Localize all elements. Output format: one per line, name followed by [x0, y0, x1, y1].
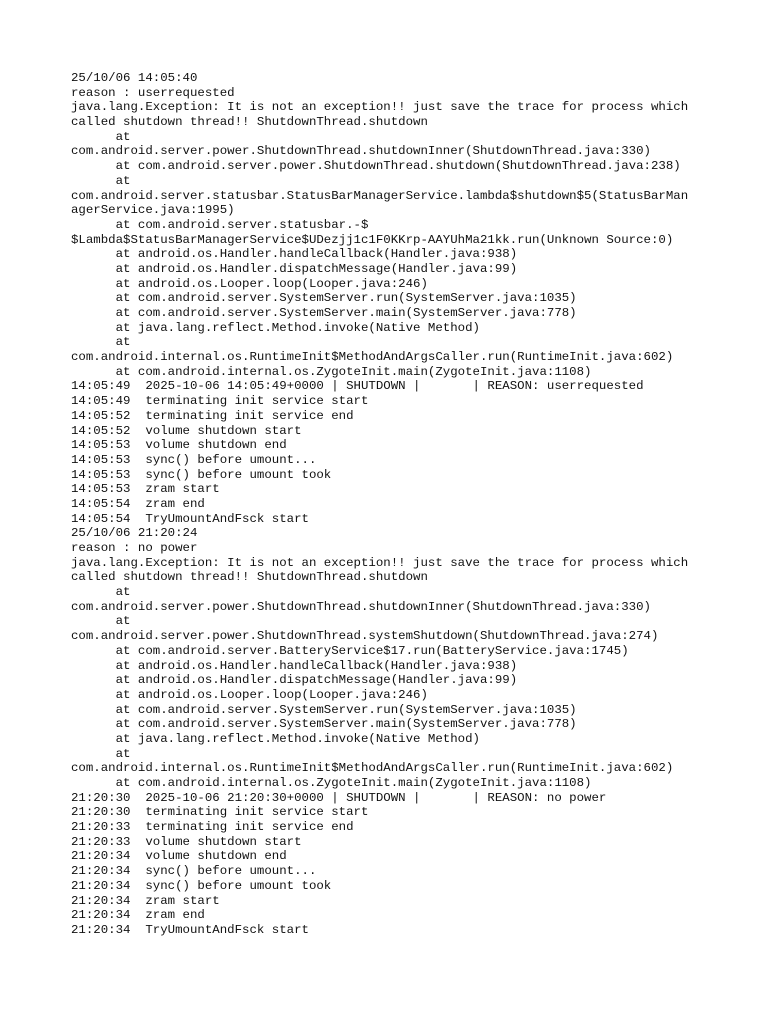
log-line: 21:20:34 TryUmountAndFsck start: [71, 922, 309, 937]
log-line: 25/10/06 14:05:40: [71, 71, 198, 85]
log-line: at android.os.Looper.loop(Looper.java:246): [71, 276, 428, 291]
log-line: 21:20:34 sync() before umount took: [71, 878, 332, 893]
log-line: 14:05:53 volume shutdown end: [71, 438, 287, 453]
log-line: at: [71, 614, 131, 629]
log-line: at android.os.Looper.loop(Looper.java:246): [71, 687, 428, 702]
log-line: com.android.internal.os.RuntimeInit$MethodAndArgsCaller.run(RuntimeInit.java:602): [71, 350, 674, 365]
log-line: com.android.internal.os.RuntimeInit$MethodAndArgsCaller.run(RuntimeInit.java:602): [71, 761, 674, 776]
log-line: 21:20:30 terminating init service start: [71, 805, 369, 820]
log-line: at com.android.server.SystemServer.run(SystemServer.java:1035): [71, 702, 577, 717]
log-line: java.lang.Exception: It is not an exception!! just save the trace for process which: [71, 100, 689, 115]
log-line: com.android.server.power.ShutdownThread.systemShutdown(ShutdownThread.java:274): [71, 629, 659, 644]
log-line: java.lang.Exception: It is not an exception!! just save the trace for process which: [71, 555, 689, 570]
log-line: at com.android.server.power.ShutdownThread.shutdown(ShutdownThread.java:238): [71, 159, 681, 174]
log-line: at com.android.server.SystemServer.main(SystemServer.java:778): [71, 717, 577, 732]
log-line: 21:20:34 zram start: [71, 893, 220, 908]
log-line: at com.android.server.statusbar.-$: [71, 217, 369, 232]
log-line: com.android.server.statusbar.StatusBarManagerService.lambda$shutdown$5(StatusBarMan: [71, 188, 689, 203]
log-line: 14:05:49 terminating init service start: [71, 394, 369, 409]
log-line: 21:20:34 zram end: [71, 908, 205, 923]
log-line: at com.android.server.SystemServer.run(SystemServer.java:1035): [71, 291, 577, 306]
log-line: at com.android.server.SystemServer.main(SystemServer.java:778): [71, 306, 577, 320]
log-line: 14:05:53 zram start: [71, 482, 220, 497]
log-line: 21:20:33 volume shutdown start: [71, 834, 302, 849]
log-line: 14:05:49 2025-10-06 14:05:49+0000 | SHUTDOWN | | REASON: userrequested: [71, 379, 644, 394]
log-line: at: [71, 173, 131, 188]
log-line: at: [71, 129, 131, 144]
log-line: 21:20:30 2025-10-06 21:20:30+0000 | SHUTDOWN | | REASON: no power: [71, 790, 607, 805]
log-line: at: [71, 746, 131, 761]
log-line: called shutdown thread!! ShutdownThread.shutdown: [71, 570, 428, 585]
log-line: 14:05:53 sync() before umount...: [71, 452, 317, 467]
log-text: [71, 71, 711, 938]
log-line: at: [71, 585, 131, 600]
log-line: at: [71, 335, 131, 350]
log-line: at com.android.internal.os.ZygoteInit.main(ZygoteInit.java:1108): [71, 364, 592, 379]
log-line: at android.os.Handler.handleCallback(Handler.java:938): [71, 247, 518, 262]
log-line: 14:05:54 TryUmountAndFsck start: [71, 511, 309, 526]
log-line: at android.os.Handler.dispatchMessage(Handler.java:99): [71, 261, 518, 276]
log-line: at com.android.server.BatteryService$17.run(BatteryService.java:1745): [71, 643, 629, 658]
log-line: reason : userrequested: [71, 85, 235, 100]
log-line: at com.android.internal.os.ZygoteInit.main(ZygoteInit.java:1108): [71, 776, 592, 790]
log-line: 14:05:54 zram end: [71, 496, 205, 511]
log-line: 14:05:52 terminating init service end: [71, 408, 354, 423]
log-line: agerService.java:1995): [71, 203, 235, 218]
log-line: at java.lang.reflect.Method.invoke(Native Method): [71, 320, 480, 335]
log-line: at android.os.Handler.handleCallback(Handler.java:938): [71, 658, 518, 673]
log-line: at android.os.Handler.dispatchMessage(Handler.java:99): [71, 673, 518, 688]
log-line: at java.lang.reflect.Method.invoke(Native Method): [71, 731, 480, 746]
log-line: 21:20:34 volume shutdown end: [71, 849, 287, 864]
log-line: 21:20:33 terminating init service end: [71, 820, 354, 835]
log-line: called shutdown thread!! ShutdownThread.shutdown: [71, 115, 428, 130]
log-line: 14:05:53 sync() before umount took: [71, 467, 332, 482]
log-line: $Lambda$StatusBarManagerService$UDezjj1c1F0KKrp-AAYUhMa21kk.run(Unknown Source:0): [71, 232, 674, 247]
log-line: com.android.server.power.ShutdownThread.shutdownInner(ShutdownThread.java:330): [71, 144, 651, 159]
log-line: 21:20:34 sync() before umount...: [71, 864, 317, 879]
log-line: reason : no power: [71, 541, 198, 555]
log-line: 14:05:52 volume shutdown start: [71, 423, 302, 438]
log-line: com.android.server.power.ShutdownThread.shutdownInner(ShutdownThread.java:330): [71, 599, 651, 614]
log-line: 25/10/06 21:20:24: [71, 526, 198, 541]
